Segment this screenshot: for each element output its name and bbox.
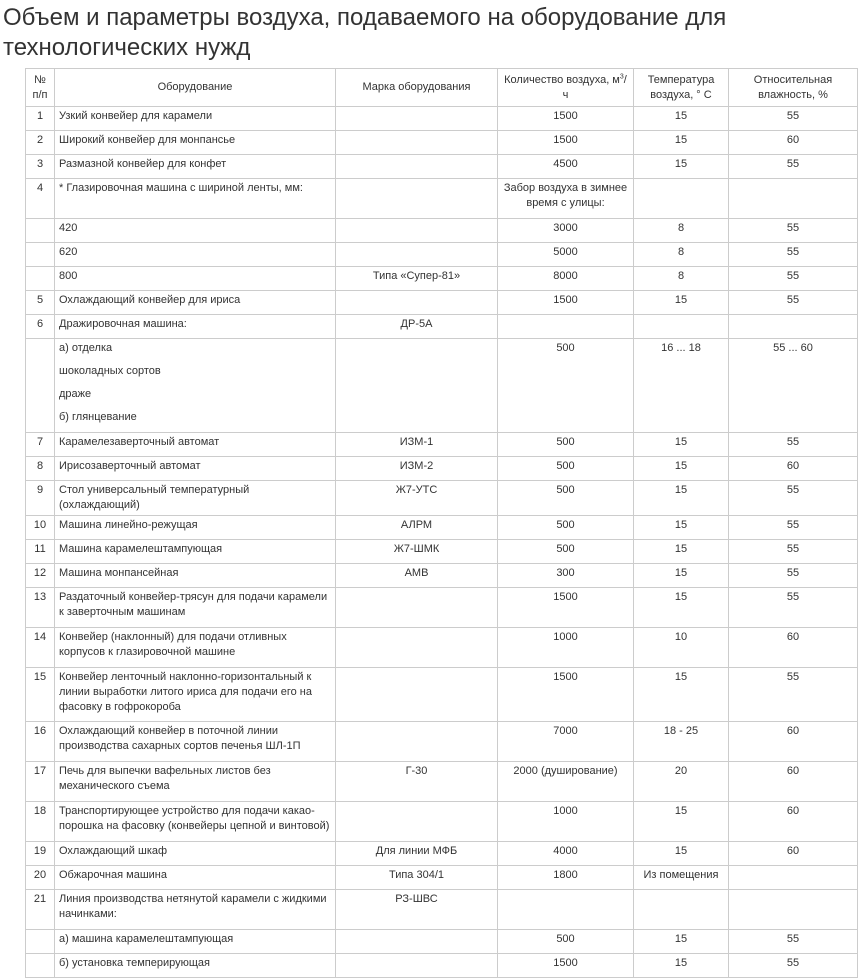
air-parameters-table — [25, 68, 858, 978]
cell-equipment-line: б) глянцевание — [59, 411, 137, 423]
cell-brand: Ж7-УТС — [336, 481, 498, 516]
cell-num — [26, 930, 55, 954]
table-header-row — [26, 69, 858, 107]
table-row — [26, 291, 858, 315]
cell-brand: Типа 304/1 — [336, 866, 498, 890]
cell-humidity: 55 — [729, 588, 858, 628]
cell-humidity — [729, 315, 858, 339]
cell-num: 8 — [26, 457, 55, 481]
cell-equipment: Ирисозаверточный автомат — [55, 457, 336, 481]
cell-temperature — [634, 890, 729, 930]
table-row — [26, 762, 858, 802]
table-row — [26, 267, 858, 291]
cell-temperature: 15 — [634, 516, 729, 540]
cell-equipment: Размазной конвейер для конфет — [55, 155, 336, 179]
cell-num: 18 — [26, 802, 55, 842]
table-row — [26, 315, 858, 339]
cell-brand: Г-30 — [336, 762, 498, 802]
cell-num: 6 — [26, 315, 55, 339]
cell-air-amount: 8000 — [498, 267, 634, 291]
cell-brand — [336, 131, 498, 155]
cell-temperature: 16 ... 18 — [634, 339, 729, 433]
cell-num — [26, 339, 55, 433]
cell-equipment: Раздаточный конвейер-трясун для подачи карамели к заверточным машинам — [55, 588, 336, 628]
cell-num: 19 — [26, 842, 55, 866]
cell-temperature: 15 — [634, 930, 729, 954]
table-row — [26, 842, 858, 866]
cell-brand — [336, 588, 498, 628]
cell-equipment: Обжарочная машина — [55, 866, 336, 890]
cell-air-amount: 500 — [498, 339, 634, 433]
cell-air-amount: 500 — [498, 481, 634, 516]
cell-air-amount: 1500 — [498, 291, 634, 315]
cell-equipment: Конвейер (наклонный) для подачи отливных корпусов к глазировочной машине — [55, 628, 336, 668]
cell-brand: АЛРМ — [336, 516, 498, 540]
table-row — [26, 890, 858, 930]
cell-brand: Типа «Супер-81» — [336, 267, 498, 291]
cell-air-amount: 1800 — [498, 866, 634, 890]
cell-equipment: Широкий конвейер для монпансье — [55, 131, 336, 155]
table-row — [26, 457, 858, 481]
cell-temperature — [634, 179, 729, 219]
cell-num: 10 — [26, 516, 55, 540]
cell-temperature: 15 — [634, 588, 729, 628]
cell-temperature: 15 — [634, 540, 729, 564]
cell-brand — [336, 628, 498, 668]
cell-brand — [336, 243, 498, 267]
table-row — [26, 155, 858, 179]
header-humidity: Относительная влажность, % — [729, 69, 858, 107]
table-row — [26, 930, 858, 954]
cell-temperature: 15 — [634, 291, 729, 315]
cell-num: 2 — [26, 131, 55, 155]
table-row — [26, 433, 858, 457]
cell-equipment: Карамелезаверточный автомат — [55, 433, 336, 457]
table-row — [26, 722, 858, 762]
header-equipment: Оборудование — [55, 69, 336, 107]
cell-num: 12 — [26, 564, 55, 588]
cell-temperature: 15 — [634, 668, 729, 722]
cell-brand — [336, 339, 498, 433]
cell-humidity: 60 — [729, 802, 858, 842]
table-row — [26, 866, 858, 890]
cell-air-amount: 4000 — [498, 842, 634, 866]
cell-brand — [336, 930, 498, 954]
cell-air-amount: 1500 — [498, 588, 634, 628]
cell-equipment: Дражировочная машина: — [55, 315, 336, 339]
page-title: Объем и параметры воздуха, подаваемого на оборудование для технологических нужд — [3, 4, 727, 61]
table-row — [26, 588, 858, 628]
cell-num — [26, 267, 55, 291]
cell-brand: ИЗМ-2 — [336, 457, 498, 481]
cell-humidity: 60 — [729, 131, 858, 155]
cell-num: 4 — [26, 179, 55, 219]
cell-air-amount: 500 — [498, 540, 634, 564]
cell-temperature: 15 — [634, 131, 729, 155]
cell-temperature: 15 — [634, 481, 729, 516]
cell-humidity: 55 — [729, 243, 858, 267]
cell-equipment: Линия производства нетянутой карамели с жидкими начинками: — [55, 890, 336, 930]
cell-num: 11 — [26, 540, 55, 564]
cell-temperature: 15 — [634, 457, 729, 481]
cell-temperature — [634, 315, 729, 339]
cell-temperature: 15 — [634, 802, 729, 842]
cell-humidity: 55 — [729, 930, 858, 954]
cell-equipment: б) установка темперирующая — [55, 954, 336, 978]
cell-brand: ИЗМ-1 — [336, 433, 498, 457]
cell-temperature: 15 — [634, 564, 729, 588]
cell-equipment: Стол универсальный температурный (охлаждающий) — [55, 481, 336, 516]
cell-equipment-line: шоколадных сортов — [59, 365, 161, 377]
cell-temperature: 10 — [634, 628, 729, 668]
header-num: № п/п — [26, 69, 55, 107]
table-row — [26, 107, 858, 131]
cell-air-amount: 7000 — [498, 722, 634, 762]
cell-temperature: 15 — [634, 433, 729, 457]
cell-equipment: Машина монпансейная — [55, 564, 336, 588]
cell-equipment: Машина линейно-режущая — [55, 516, 336, 540]
cell-equipment: Транспортирующее устройство для подачи какао-порошка на фасовку (конвейеры цепной и винтовой) — [55, 802, 336, 842]
cell-air-amount: 1500 — [498, 668, 634, 722]
table-row — [26, 243, 858, 267]
cell-humidity — [729, 890, 858, 930]
cell-brand: ДР-5А — [336, 315, 498, 339]
table-row — [26, 564, 858, 588]
cell-num: 13 — [26, 588, 55, 628]
cell-equipment: 800 — [55, 267, 336, 291]
cell-air-amount: 1500 — [498, 954, 634, 978]
cell-air-amount: 500 — [498, 930, 634, 954]
cell-air-amount: Забор воздуха в зимнее время с улицы: — [498, 179, 634, 219]
cell-equipment: Охлаждающий конвейер для ириса — [55, 291, 336, 315]
cell-num — [26, 243, 55, 267]
table-row — [26, 540, 858, 564]
cell-brand: АМВ — [336, 564, 498, 588]
cell-brand: Для линии МФБ — [336, 842, 498, 866]
cell-num: 15 — [26, 668, 55, 722]
cell-air-amount: 2000 (душирование) — [498, 762, 634, 802]
cell-num: 5 — [26, 291, 55, 315]
cell-num: 14 — [26, 628, 55, 668]
cell-equipment: * Глазировочная машина с шириной ленты, мм: — [55, 179, 336, 219]
cell-brand — [336, 219, 498, 243]
cell-air-amount: 1500 — [498, 107, 634, 131]
cell-air-amount: 4500 — [498, 155, 634, 179]
table-row — [26, 802, 858, 842]
cell-equipment: Конвейер ленточный наклонно-горизонтальный к линии выработки литого ириса для подачи его на фасовку в гофрокороба — [55, 668, 336, 722]
cell-temperature: 8 — [634, 267, 729, 291]
cell-temperature: 18 - 25 — [634, 722, 729, 762]
cell-brand: Ж7-ШМК — [336, 540, 498, 564]
cell-equipment: Печь для выпечки вафельных листов без механического съема — [55, 762, 336, 802]
table-row — [26, 516, 858, 540]
cell-humidity: 60 — [729, 762, 858, 802]
cell-humidity: 55 — [729, 954, 858, 978]
cell-air-amount: 5000 — [498, 243, 634, 267]
cell-humidity: 55 — [729, 540, 858, 564]
cell-humidity: 60 — [729, 842, 858, 866]
cell-humidity: 55 — [729, 433, 858, 457]
table-row — [26, 668, 858, 722]
cell-equipment: 620 — [55, 243, 336, 267]
table-row — [26, 481, 858, 516]
cell-humidity — [729, 866, 858, 890]
cell-air-amount: 500 — [498, 457, 634, 481]
cell-brand — [336, 155, 498, 179]
cell-humidity: 55 — [729, 668, 858, 722]
cell-humidity: 55 — [729, 564, 858, 588]
cell-humidity: 55 ... 60 — [729, 339, 858, 433]
cell-equipment — [55, 339, 336, 433]
cell-num: 21 — [26, 890, 55, 930]
cell-num: 3 — [26, 155, 55, 179]
cell-num: 1 — [26, 107, 55, 131]
cell-temperature: 15 — [634, 107, 729, 131]
cell-brand — [336, 668, 498, 722]
cell-air-amount: 1000 — [498, 628, 634, 668]
cell-air-amount: 3000 — [498, 219, 634, 243]
cell-air-amount — [498, 890, 634, 930]
cell-temperature: 15 — [634, 842, 729, 866]
cell-air-amount: 1500 — [498, 131, 634, 155]
cell-equipment-line: а) отделка — [59, 342, 113, 354]
table-row — [26, 131, 858, 155]
cell-equipment: 420 — [55, 219, 336, 243]
cell-air-amount: 500 — [498, 516, 634, 540]
header-brand: Марка оборудования — [336, 69, 498, 107]
cell-equipment: а) машина карамелештампующая — [55, 930, 336, 954]
cell-temperature: Из помещения — [634, 866, 729, 890]
cell-num: 9 — [26, 481, 55, 516]
cell-num — [26, 954, 55, 978]
header-air-amount: Количество воздуха, $м^3/ч$ — [498, 69, 634, 107]
table-row — [26, 219, 858, 243]
cell-humidity: 55 — [729, 481, 858, 516]
cell-brand — [336, 179, 498, 219]
cell-air-amount: 500 — [498, 433, 634, 457]
cell-equipment: Узкий конвейер для карамели — [55, 107, 336, 131]
cell-humidity: 55 — [729, 155, 858, 179]
cell-humidity — [729, 179, 858, 219]
table-row — [26, 628, 858, 668]
cell-num — [26, 219, 55, 243]
table-row — [26, 954, 858, 978]
cell-temperature: 8 — [634, 219, 729, 243]
cell-equipment: Машина карамелештампующая — [55, 540, 336, 564]
cell-humidity: 55 — [729, 516, 858, 540]
table-row — [26, 339, 858, 433]
cell-brand — [336, 954, 498, 978]
cell-air-amount: 1000 — [498, 802, 634, 842]
cell-humidity: 60 — [729, 722, 858, 762]
cell-humidity: 60 — [729, 628, 858, 668]
cell-humidity: 60 — [729, 457, 858, 481]
cell-humidity: 55 — [729, 267, 858, 291]
cell-temperature: 20 — [634, 762, 729, 802]
cell-temperature: 15 — [634, 954, 729, 978]
cell-temperature: 8 — [634, 243, 729, 267]
cell-brand — [336, 722, 498, 762]
cell-num: 7 — [26, 433, 55, 457]
cell-equipment: Охлаждающий конвейер в поточной линии производства сахарных сортов печенья ШЛ-1П — [55, 722, 336, 762]
cell-brand — [336, 802, 498, 842]
cell-brand — [336, 107, 498, 131]
table-row — [26, 179, 858, 219]
cell-brand — [336, 291, 498, 315]
header-temperature: Температура воздуха, ° С — [634, 69, 729, 107]
cell-temperature: 15 — [634, 155, 729, 179]
cell-air-amount — [498, 315, 634, 339]
cell-humidity: 55 — [729, 107, 858, 131]
cell-num: 17 — [26, 762, 55, 802]
cell-num: 16 — [26, 722, 55, 762]
cell-air-amount: 300 — [498, 564, 634, 588]
cell-humidity: 55 — [729, 219, 858, 243]
cell-humidity: 55 — [729, 291, 858, 315]
cell-equipment: Охлаждающий шкаф — [55, 842, 336, 866]
cell-brand: РЗ-ШВС — [336, 890, 498, 930]
cell-num: 20 — [26, 866, 55, 890]
cell-equipment-line: драже — [59, 388, 92, 400]
